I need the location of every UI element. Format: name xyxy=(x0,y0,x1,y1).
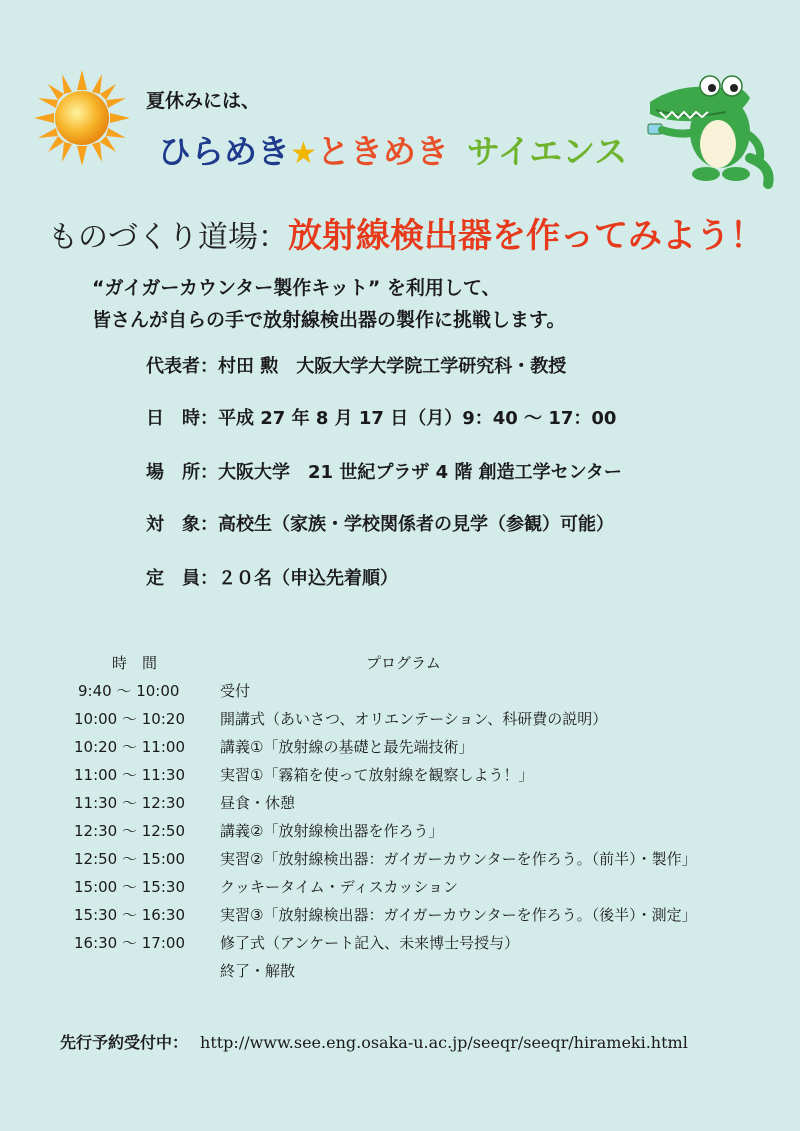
info-venue xyxy=(146,458,622,484)
info-value: 大阪大学 21 世紀プラザ 4 階 創造工学センター xyxy=(218,462,622,483)
schedule-program: 実習③「放射線検出器：ガイガーカウンターを作ろう。（後半）・測定」 xyxy=(220,906,697,924)
schedule-header-time: 時 間 xyxy=(112,654,158,672)
schedule-program: 昼食・休憩 xyxy=(220,794,296,812)
schedule-time: 11:30 〜 12:30 xyxy=(74,794,185,812)
star-icon: ★ xyxy=(290,136,317,171)
reservation-footer xyxy=(60,1030,688,1053)
reservation-label: 先行予約受付中： xyxy=(60,1033,189,1052)
info-label: 日 時： xyxy=(146,408,218,429)
schedule-program: クッキータイム・ディスカッション xyxy=(220,878,459,896)
heading-main: 放射線検出器を作ってみよう！ xyxy=(288,216,764,256)
schedule-time: 15:30 〜 16:30 xyxy=(74,906,185,924)
info-label: 対 象： xyxy=(146,514,218,535)
intro-text: 夏休みには、 xyxy=(146,90,261,112)
info-label: 定 員： xyxy=(146,568,218,589)
info-value: 高校生（家族・学校関係者の見学（参観）可能） xyxy=(218,514,614,535)
sun-icon xyxy=(32,68,132,168)
schedule-time: 16:30 〜 17:00 xyxy=(74,934,185,952)
info-label: 場 所： xyxy=(146,462,218,483)
schedule-program: 受付 xyxy=(220,682,251,700)
title-part-tokimeki: ときめき xyxy=(316,132,449,171)
main-heading xyxy=(48,208,764,257)
schedule-program: 実習②「放射線検出器：ガイガーカウンターを作ろう。（前半）・製作」 xyxy=(220,850,697,868)
info-target xyxy=(146,510,614,536)
schedule-time: 9:40 〜 10:00 xyxy=(78,682,180,700)
schedule-program: 終了・解散 xyxy=(220,962,296,980)
title-part-science: サイエンス xyxy=(466,132,628,171)
schedule-row xyxy=(0,960,800,988)
schedule-row xyxy=(0,848,800,876)
schedule-time: 10:00 〜 10:20 xyxy=(74,710,185,728)
schedule-row xyxy=(0,932,800,960)
description-line: 皆さんが自らの手で放射線検出器の製作に挑戦します。 xyxy=(92,309,566,331)
info-value: 平成 27 年 8 月 17 日（月）9：40 〜 17：00 xyxy=(218,408,617,429)
schedule-row xyxy=(0,708,800,736)
schedule-time: 10:20 〜 11:00 xyxy=(74,738,185,756)
reservation-url-link[interactable]: http://www.see.eng.osaka-u.ac.jp/seeqr/seeqr/hirameki.html xyxy=(200,1033,688,1052)
schedule-program: 実習①「霧箱を使って放射線を観察しよう！」 xyxy=(220,766,534,784)
info-representative xyxy=(146,352,566,378)
schedule-program: 修了式（アンケート記入、未来博士号授与） xyxy=(220,934,520,952)
schedule-time: 12:50 〜 15:00 xyxy=(74,850,185,868)
info-datetime xyxy=(146,404,616,430)
schedule-time: 11:00 〜 11:30 xyxy=(74,766,185,784)
schedule-header-program: プログラム xyxy=(366,654,441,672)
schedule-row xyxy=(0,876,800,904)
event-series-title xyxy=(158,126,627,173)
schedule-program: 開講式（あいさつ、オリエンテーション、科研費の説明） xyxy=(220,710,608,728)
info-value: 村田 勲 大阪大学大学院工学研究科・教授 xyxy=(218,356,567,377)
schedule-row xyxy=(0,736,800,764)
info-value: ２０名（申込先着順） xyxy=(218,568,398,589)
description xyxy=(92,272,565,336)
schedule-row xyxy=(0,680,800,708)
description-line: “ガイガーカウンター製作キット” を利用して、 xyxy=(92,277,501,299)
title-part-hirameki: ひらめき xyxy=(158,132,290,171)
schedule-program: 講義①「放射線の基礎と最先端技術」 xyxy=(220,738,474,756)
schedule-time: 15:00 〜 15:30 xyxy=(74,878,185,896)
schedule-row xyxy=(0,904,800,932)
schedule-row xyxy=(0,820,800,848)
info-label: 代表者： xyxy=(146,356,218,377)
schedule-row xyxy=(0,764,800,792)
schedule-time: 12:30 〜 12:50 xyxy=(74,822,185,840)
schedule-program: 講義②「放射線検出器を作ろう」 xyxy=(220,822,444,840)
heading-lead: ものづくり道場： xyxy=(48,220,288,255)
schedule-row xyxy=(0,792,800,820)
info-capacity xyxy=(146,564,398,590)
crocodile-mascot-icon xyxy=(640,62,780,192)
